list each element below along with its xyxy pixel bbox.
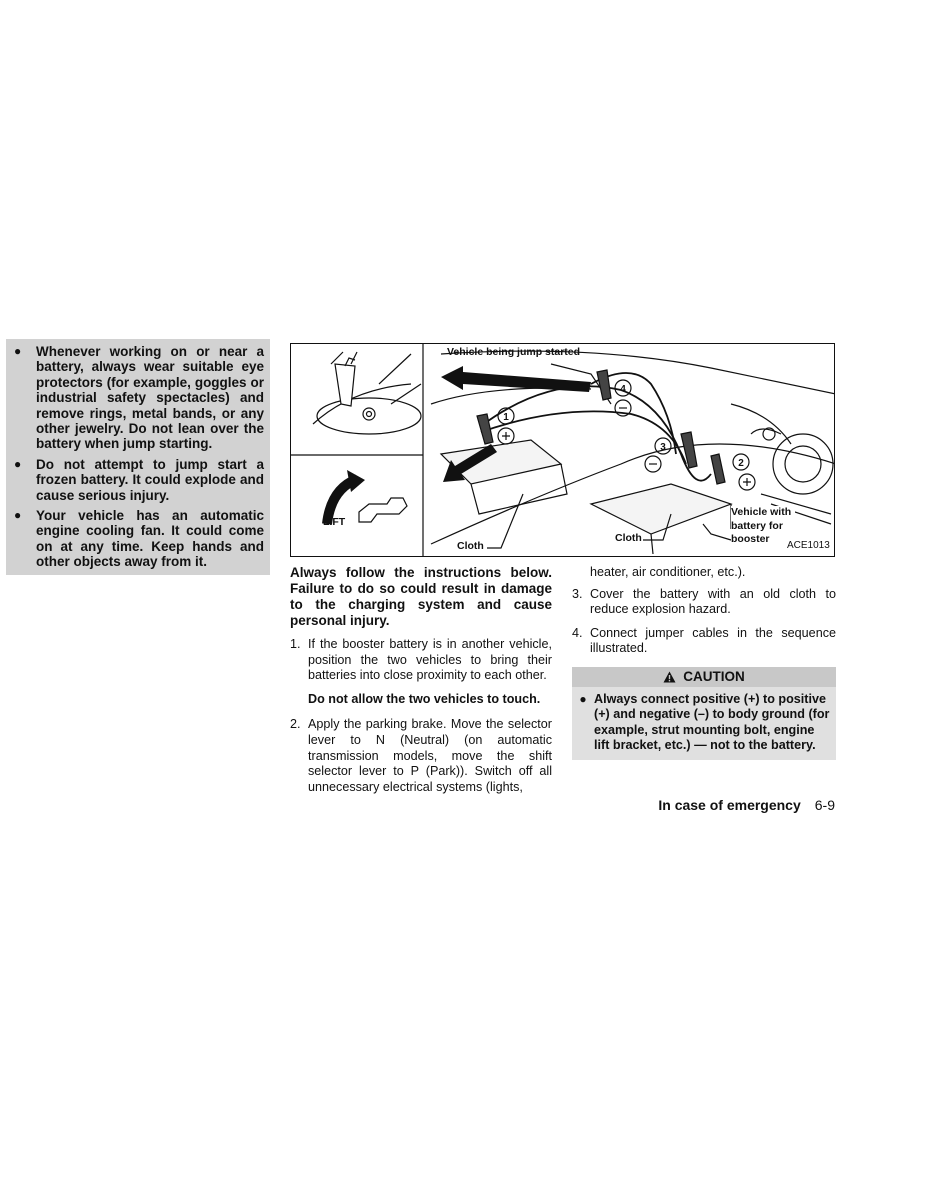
instructions-column-right — [572, 565, 836, 760]
step-number-3: 3 — [660, 442, 666, 453]
section-title: In case of emergency — [658, 797, 801, 813]
step-text: Cover the battery with an old cloth to reduce explosion hazard. — [590, 586, 836, 617]
caution-header — [572, 667, 836, 687]
warning-item — [12, 457, 264, 503]
step-number-1: 1 — [503, 412, 509, 423]
jump-start-illustration — [290, 343, 835, 557]
vehicle-jump-started-label: Vehicle being jump started — [447, 346, 581, 358]
step-text: If the booster battery is in another vehicle, position the two vehicles to bring their batteries into close proximity to each other. — [308, 637, 552, 683]
caution-body — [572, 687, 836, 760]
step-continued: heater, air conditioner, etc.). — [590, 565, 746, 579]
vehicle-booster-label: Vehicle with battery for booster — [731, 506, 795, 547]
figure-code: ACE1013 — [787, 540, 830, 551]
instructions-intro: Always follow the instructions below. Failure to do so could result in damage to the charging system and cause personal injury. — [290, 565, 552, 628]
page-number: 6-9 — [814, 797, 835, 813]
bullet-icon: ● — [14, 344, 22, 358]
lift-label: LIFT — [323, 516, 346, 528]
cloth-label: Cloth — [615, 532, 642, 544]
warning-triangle-icon — [663, 671, 676, 683]
warning-text: Your vehicle has an automatic engine cooling fan. It could come on at any time. Keep hands and other objects away from it. — [36, 508, 264, 570]
step-number: 4. — [572, 625, 583, 640]
bullet-icon: ● — [579, 691, 587, 706]
step-number: 1. — [290, 637, 301, 651]
step-note: Do not allow the two vehicles to touch. — [308, 691, 541, 706]
warning-item — [12, 508, 264, 570]
step-item — [572, 587, 836, 618]
step-item — [290, 637, 552, 684]
caution-text: Always connect positive (+) to positive (+) and negative (–) to body ground (for example, strut mounting bolt, engine lift bracket, etc.) — not to the battery. — [594, 691, 830, 753]
instructions-column — [290, 565, 552, 803]
step-number-4: 4 — [620, 384, 626, 395]
warning-box — [6, 339, 270, 575]
warning-text: Whenever working on or near a battery, always wear suitable eye protectors (for example, goggles or industrial safety spectacles) and remove rings, metal bands, or any other jewelry. Do not lean over the battery when jump starting. — [36, 344, 264, 452]
bullet-icon: ● — [14, 456, 22, 471]
warning-text: Do not attempt to jump start a frozen battery. It could explode and cause serious injury. — [36, 456, 264, 503]
caution-title: CAUTION — [683, 669, 745, 685]
step-item — [572, 626, 836, 657]
step-text: Connect jumper cables in the sequence illustrated. — [590, 625, 836, 656]
bullet-icon: ● — [14, 508, 22, 523]
step-text: Apply the parking brake. Move the selector lever to N (Neutral) (on automatic transmission models, move the shift selector lever to P (Park)). Switch off all unnecessary electrical systems (lights, — [308, 717, 552, 794]
step-number: 2. — [290, 717, 301, 732]
step-number: 3. — [572, 586, 583, 601]
warning-item — [12, 344, 264, 452]
step-number-2: 2 — [738, 458, 744, 469]
page-footer — [658, 797, 835, 813]
cloth-label: Cloth — [457, 540, 484, 552]
step-item — [290, 717, 552, 795]
